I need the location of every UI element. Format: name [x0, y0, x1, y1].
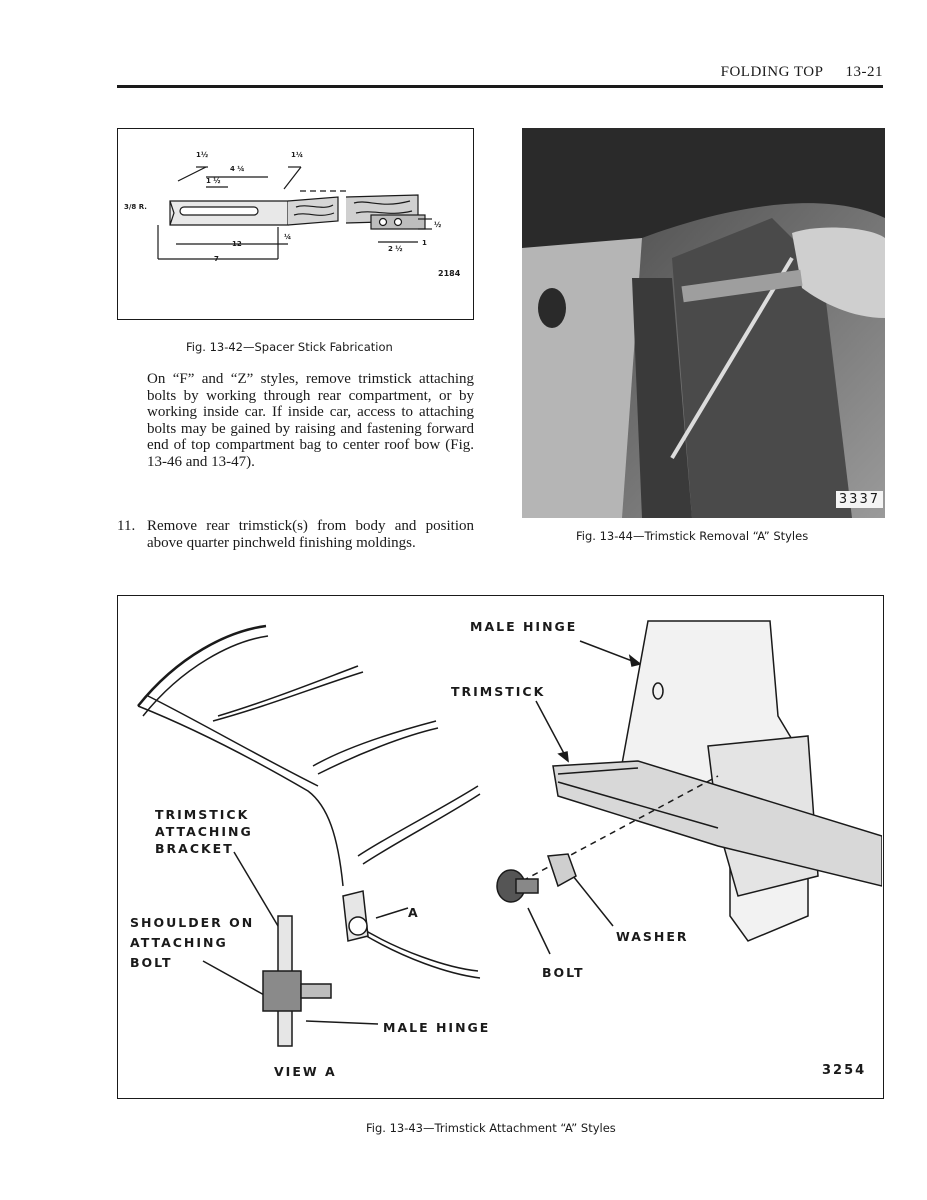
trimstick-removal-photo — [522, 128, 885, 518]
step-number: 11. — [117, 518, 136, 534]
page-number: 13-21 — [845, 64, 883, 80]
figure-caption: Fig. 13-43—Trimstick Attachment “A” Styles — [366, 1121, 616, 1135]
header-rule — [117, 85, 883, 88]
callout-shoulder-line2: ATTACHING — [130, 935, 228, 950]
dim-label: 4 ¼ — [230, 165, 245, 173]
dim-label: 1 — [422, 239, 427, 247]
dim-label: 1 ½ — [206, 177, 221, 185]
callout-trimstick: TRIMSTICK — [451, 684, 546, 699]
page-header — [117, 58, 883, 88]
dim-label: 2 ½ — [388, 245, 403, 253]
figure-code: 3254 — [822, 1063, 867, 1078]
callout-bracket-line2: ATTACHING — [155, 824, 253, 839]
figure-trimstick-attachment — [117, 595, 884, 1099]
dim-label: 1½ — [196, 151, 209, 159]
dim-label: 12 — [232, 240, 242, 248]
view-a-label: VIEW A — [274, 1064, 337, 1079]
dim-label: 1¼ — [291, 151, 304, 159]
callout-view-a-marker: A — [408, 905, 420, 920]
section-title: FOLDING TOP — [720, 64, 824, 80]
callout-bolt: BOLT — [542, 965, 585, 980]
figure-spacer-stick — [117, 128, 474, 320]
figure-caption: Fig. 13-42—Spacer Stick Fabrication — [186, 340, 393, 354]
body-paragraph: On “F” and “Z” styles, remove trimstick attaching bolts by working through rear compartment, or by working inside car. If inside car, access to attaching bolts may be gained by raising and fastening forward end of top compartment bag to center roof bow (Fig. 13-46 and 13-47). — [147, 371, 474, 470]
figure-code: 3337 — [836, 491, 883, 508]
dim-label: ½ — [434, 221, 442, 229]
figure-code: 2184 — [438, 269, 461, 278]
header-text — [721, 64, 883, 81]
dim-label: 3/8 R. — [124, 203, 147, 211]
step-text: Remove rear trimstick(s) from body and position above quarter pinchweld finishing moldings. — [147, 518, 474, 551]
dim-label: ¼ — [284, 233, 292, 241]
callout-bracket-line3: BRACKET — [155, 841, 234, 856]
callout-male-hinge-bottom: MALE HINGE — [383, 1020, 491, 1035]
figure-caption: Fig. 13-44—Trimstick Removal “A” Styles — [576, 529, 809, 543]
callout-shoulder-line1: SHOULDER ON — [130, 915, 255, 930]
callout-washer: WASHER — [616, 929, 689, 944]
callout-male-hinge: MALE HINGE — [470, 619, 578, 634]
dim-label: 7 — [214, 255, 219, 263]
callout-bracket-line1: TRIMSTICK — [155, 807, 250, 822]
callout-shoulder-line3: BOLT — [130, 955, 173, 970]
figure-trimstick-removal-photo — [522, 128, 885, 518]
